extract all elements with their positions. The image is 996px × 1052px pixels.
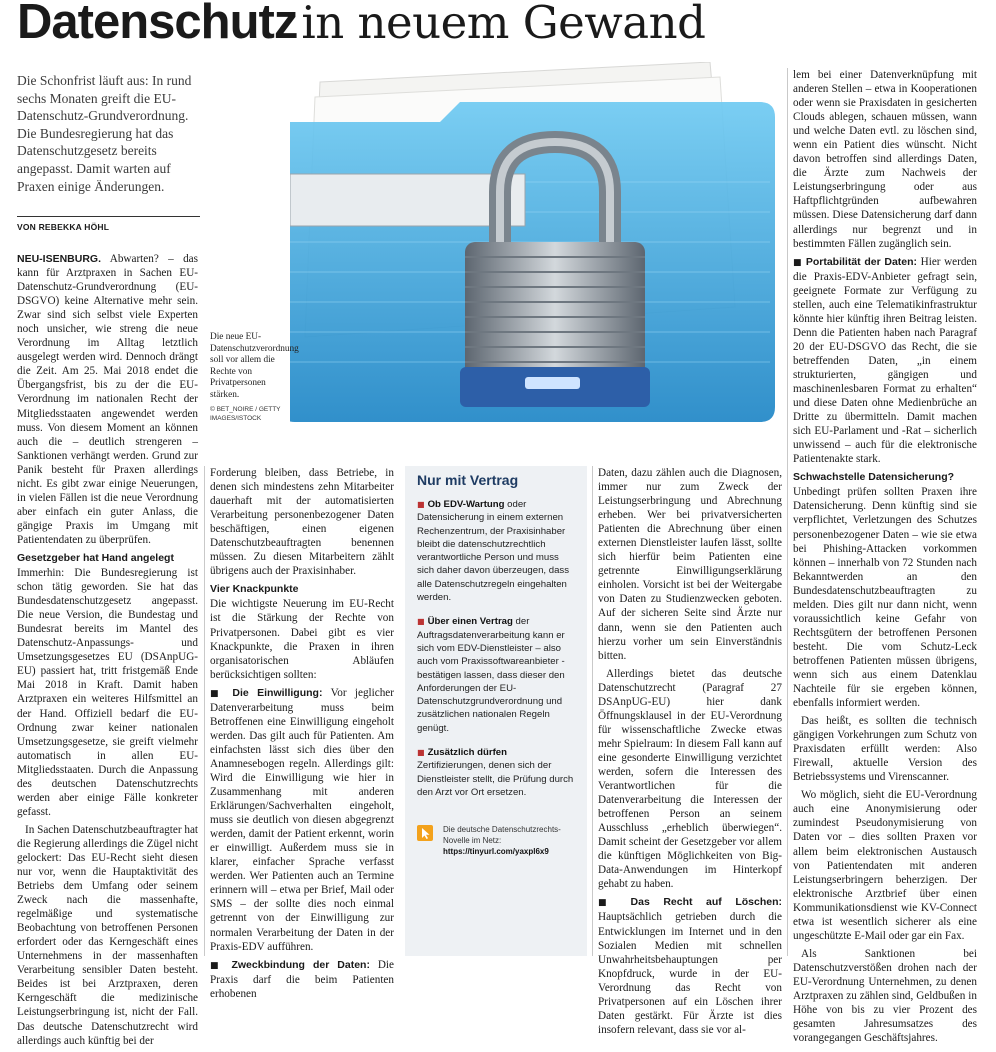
paragraph: Allerdings bietet das deutsche Datenschutzrecht (Paragraf 27 DSAnpUG-EU) hier dank Öffnungsklausel in der EU-Verordnung für wissenschaftliche Zwecke etwas mehr Spielraum: In diesem Fall kann auf eine gesonderte Einwilligung verzichtet werden, sofern die Interessen des Verantwortlichen für die Datenverarbeitung die Interessen der betroffenen Person an seinem Ausschluss „erheblich überwiegen“. Damit scheint der Gesetzgeber vor allem die künftigen Möglichkeiten von Big-Data-Anwendungen im Hinterkopf gehabt zu haben. [598,667,782,891]
bullet-square-icon: ■ [210,688,225,699]
bullet-lead: Portabilität der Daten: [805,255,918,268]
paragraph: In Sachen Datenschutzbeauftragter hat die Regierung allerdings die Zügel nicht gelockert: Das EU-Recht sieht diesen nur vor, wenn die Hauptaktivität des Betriebs dem Umfang oder seinem Zweck nach die massenhafte, regelmäßige und systematische Beobachtung von betroffenen Personen erfordert oder das Kerngeschäft eines Unternehmens in der massenhaften Verarbeitung sensibler Daten besteht. Beides ist bei Arztpraxen, deren Kerngeschäft die medizinische Leistungserbringung ist, nicht der Fall. Das deutsche Datenschutzrecht wird allerdings auch künftig bei der [17,823,199,1047]
column-divider [204,466,205,956]
bullet-lead: Die Einwilligung: [232,686,323,699]
info-box [405,466,587,956]
photo-credit: © BET_NOIRE / GETTY IMAGES/ISTOCK [210,406,281,422]
article-column-2 [210,466,394,1005]
dateline: NEU-ISENBURG. [17,253,102,265]
headline [17,0,705,47]
bullet-text: Vor jeglicher Datenverarbeitung muss beim Betroffenen eine Einwilligung eingeholt werden. Das gilt auch für Patienten. Am einfachsten lässt sich dies über den Anamnesebogen regeln. Allerdings gilt: Wird die Einwilligung wie hier in Zusammenhang mit anderen Erklärungen/Sachverhalten eingeholt, muss sie deutlich von diesen abgegrenzt werden, damit der Patient erkennt, worin er einwilligt. Außerdem muss sie in klarer, einfacher Sprache verfasst werden. Wer Patienten auch an Termine erinnern will – etwa per Brief, Mail oder SMS – der sollte dies noch einmal getrennt von der Einwilligung zur normalen Verarbeitung der Daten in der Praxis-EDV aufführen. [210,686,394,953]
paragraph: Die wichtigste Neuerung im EU-Recht ist die Stärkung der Rechte von Privatpersonen. Dabei gibt es vier Knackpunkte, die Praxen in ihren organisatorischen Abläufen berücksichtigen sollten: [210,598,394,681]
info-box-item-lead: Zusätzlich dürfen [427,747,507,759]
bullet-text: Hauptsächlich getrieben durch die Entwicklungen im Internet und in den Sozialen Medien mit schnellen Unwahrheitsbehauptungen per Knopfdruck, wurde in der EU-Verordnung das Recht von Privatpersonen auf ein Löschen ihrer Daten gestärkt. Für Ärzte ist dies insofern relevant, dass sie vor al- [598,911,782,1036]
bullet-lead: Das Recht auf Löschen: [630,896,783,909]
article-column-5 [793,68,977,1049]
bullet-lead: Zweckbindung der Daten: [231,958,370,971]
paragraph: Wo möglich, sieht die EU-Verordnung auch eine Anonymisierung oder zumindest Pseudonymisierung von Daten vor – dies sollten Praxen vor allem beim elektronischen Austausch von Patientendaten mit anderen Leistungserbringern beherzigen. Der elektronische Arztbrief über einen Kommunikationsdienst wie KV-Connect etwa ist wesentlich sicherer als eine ungeschützte E-Mail oder gar ein Fax. [793,789,977,942]
paragraph: Immerhin: Die Bundesregierung ist schon tätig geworden. Sie hat das Bundesdatenschutzgesetz angepasst. Die neue Version, die Bundestag und Bundesrat bereits im Mantel des Datenschutz-Anpassungs- und Umsetzungsgesetzes EU (DSAnpUG-EU) passiert hat, tritt fristgemäß Ende Mai 2018 in Kraft. Damit haben Arztpraxen ein weiteres Hilfsmittel an der Hand. Offiziell bedarf die EU-Ordnung zwar keiner nationalen Umsetzungsgesetze, sie greift vielmehr automatisch in allen EU-Mitgliedsstaaten. Durch die Anpassung des deutschen Datenschutzrechts werden aber einige Fälle konkreter gefasst. [17,567,198,818]
paragraph: Das heißt, es sollten die technisch gängigen Vorkehrungen zum Schutz von Praxisdaten erfüllt werden: Also Firewall, aktuelle Version des Betriebssystems und Virenscanner. [793,715,977,784]
paragraph [17,252,198,547]
info-box-title: Nur mit Vertrag [417,472,519,488]
info-box-item [417,746,577,799]
photo-caption: Die neue EU-Datenschutzverordnung soll vor allem die Rechte von Privatpersonen stärken. [210,332,299,400]
headline-bold: Datenschutz [17,0,298,49]
subheading: Vier Knackpunkte [210,583,299,596]
bullet-square-icon: ■ [598,898,618,909]
article-column-1 [17,252,198,1052]
info-box-item-text: Zertifizierungen, denen sich der Dienstleister stellt, die Prüfung durch den Arzt vor Ort ersetzen. [417,760,574,798]
paragraph: Daten, dazu zählen auch die Diagnosen, immer nur zum Zweck der Leistungserbringung und Abrechnung erheben. Wer bei privatversicherten Patienten die Abrechnung über einen externen Dienstleister laufen lässt, sollte sich hierfür beim Patienten eine getrennte Einwilligungserklärung einholen. Vorsicht ist bei der Weitergabe von Daten zu Studienzwecken geboten. Auf der sicheren Seite sind Ärzte nur dann, wenn sie den Patienten auch hierzu vorher um sein Einverständnis bitten. [598,467,782,662]
bullet-square-icon: ■ [793,257,803,268]
paragraph: lem bei einer Datenverknüpfung mit anderen Stellen – etwa in Kooperationen oder wenn sie Praxisdaten in gesicherten Clouds ablegen, schauen müssen, wann und welche Daten evtl. zu löschen sind, wenn ein Patient dies wünscht. Nicht davon betroffen sind allerdings Daten, die Ärzte zum Nachweis der Leistungserbringung oder aus Haftpflichtgründen aufbewahren müssen. Diese Datensicherung darf dann allerdings nur begrenzt und in bestimmten Fällen zugänglich sein. [793,69,977,250]
bullet-square-icon: ■ [210,960,224,971]
bullet-square-icon: ■ [417,500,425,509]
bullet-paragraph [210,686,394,954]
article-photo [290,62,785,462]
article-column-4 [598,466,782,1041]
subheading: Gesetzgeber hat Hand angelegt [17,551,174,564]
folder-padlock-illustration [290,62,785,462]
author-divider [17,216,200,217]
web-link-note [417,824,585,857]
paragraph-text: Abwarten? – das kann für Arztpraxen in Sachen EU-Datenschutz-Grundverordnung (EU-DSGVO) keine Alternative mehr sein. Zwar sind sich selbst viele Experten noch unsicher, wie streng die neue Verordnung im Alltag letztlich ausgelegt werden wird. Dennoch drängt die Zeit. Am 25. Mai 2018 endet die Übergangsfrist, bis zu der die EU-Verordnung im nationalen Recht der Mitgliedsstaaten angewendet werden muss. Von diesem Moment an können auch die – deutlich strengeren – Sanktionen verhängt werden. Grund zur Panik besteht für Praxen allerdings nicht. Es gibt zwar einige Neuerungen, in vielen Fällen ist die neue Verordnung aber einfach ein guter Anlass, die gängige Praxis im Umgang mit Patientendaten zu überprüfen. [17,253,198,546]
info-box-item-text: der Auftragsdatenverarbeitung kann er sich vom EDV-Dienstleister – also auch vom Praxissoftwareanbieter - bestätigen lassen, dass dieser den Anforderungen der EU-Datenschutzgrundverordnung und zusätzlichen nationalen Regeln genügt. [417,616,565,734]
bullet-paragraph [793,255,977,467]
paragraph: Unbedingt prüfen sollten Praxen ihre Datensicherung. Denn künftig sind sie verpflichtet, Verletzungen des Schutzes personenbezogener Daten – wie sie etwa bei Phishing-Attacken vorkommen können – innerhalb von 72 Stunden nach Bekanntwerden an den Bundesdatenschutzbeauftragten zu melden. Dies gilt nur dann nicht, wenn voraussichtlich keine Gefahr von Rechtsgütern der betroffenen Personen besteht. Die vom Schutz-Leck betroffenen Patienten müssen übrigens, wenn sich aus einem Datenklau Nachteile für sie ergeben können, ebenfalls informiert werden. [793,486,977,710]
bullet-text: Hier werden die Praxis-EDV-Anbieter gefragt sein, geeignete Formate zur Verfügung zu stellen, auch eine Telematikinfrastruktur könnte hier künftig ihren Beitrag leisten. Denn die Patienten haben nach Paragraf 20 der EU-DSGVO das Recht, die sie betreffenden Daten, „in einem strukturierten, gängigen und maschinenlesbaren Format zu erhalten“ und diese Daten ohne Medienbrüche an Dritte zu übermitteln. Damit machen sich EU-Parlament und -Rat – sicherlich unwissend – auch für die elektronische Patientenakte stark. [793,255,977,466]
headline-regular: in neuem Gewand [301,0,706,49]
intro-teaser: Die Schonfrist läuft aus: In rund sechs Monaten greift die EU-Datenschutz-Grundverordnung. Die Bundesregierung hat das Datenschutzgesetz bereits angepasst. Damit warten auf Praxen einige Änderungen. [17,73,192,194]
web-link-label: Die deutsche Datenschutzrechts-Novelle im Netz: [443,825,561,845]
info-box-item-text: oder Datensicherung in einem externen Rechenzentrum, der Praxisinhaber bleibt die datenschutzrechtlich verantwortliche Person und muss sich daher davon überzeugen, dass alle Datenschutzregeln eingehalten werden. [417,499,570,604]
bullet-square-icon: ■ [417,748,425,758]
cursor-arrow-icon [417,825,433,841]
column-divider [592,466,593,956]
info-box-item [417,498,577,604]
web-link-url[interactable]: https://tinyurl.com/yaxpl6x9 [443,847,549,856]
subheading: Schwachstelle Datensicherung? [793,471,955,484]
paragraph: Als Sanktionen bei Datenschutzverstößen drohen nach der EU-Verordnung Unternehmen, zu denen Arztpraxen zu zählen sind, Geldbußen in Höhe von bis zu vier Prozent des gesamten Jahresumsatzes des vorangegangen Geschäftsjahres. [793,947,977,1045]
author-byline: VON REBEKKA HÖHL [17,222,110,232]
bullet-text: Die Praxis darf die beim Patienten erhobenen [210,958,394,1000]
info-box-item [417,615,577,735]
info-box-item-lead: Ob EDV-Wartung [427,499,505,510]
paragraph: Forderung bleiben, dass Betriebe, in denen sich mindestens zehn Mitarbeiter dauerhaft mit der automatisierten Verarbeitung personenbezogener Daten beschäftigen, einen eigenen Datenschutzbeauftragten benennen müssen. Zu diesen Mitarbeitern zählt übrigens auch der Praxisinhaber. [210,467,394,578]
column-divider [787,68,788,956]
info-box-item-lead: Über einen Vertrag [427,616,513,628]
bullet-paragraph [598,895,782,1036]
bullet-paragraph [210,958,394,1001]
bullet-square-icon: ■ [417,617,425,627]
